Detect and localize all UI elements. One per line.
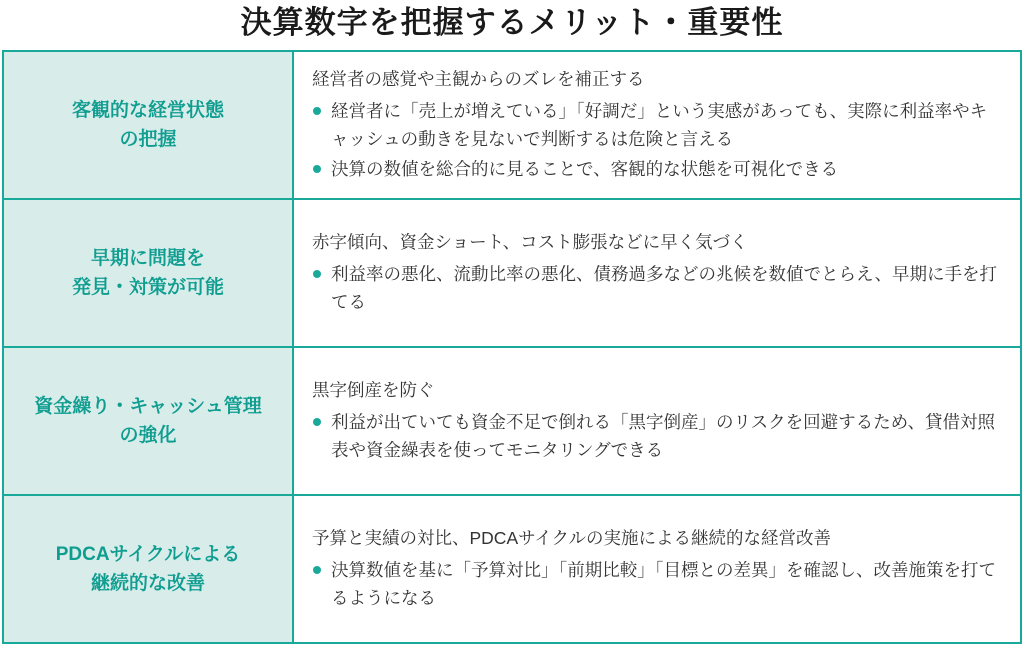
benefits-table	[2, 50, 1022, 644]
list-item	[312, 155, 998, 183]
row-label-line: 発見・対策が可能	[71, 277, 224, 299]
bullet-dot-icon	[313, 566, 321, 574]
row-body	[293, 199, 1021, 347]
row-label-line: の強化	[119, 425, 177, 447]
row-lead-text: 赤字傾向、資金ショート、コスト膨張などに早く気づく	[312, 231, 748, 252]
bullet-dot-icon	[313, 418, 321, 426]
list-item	[312, 556, 998, 612]
row-label-line: PDCAサイクルによる	[55, 543, 241, 565]
row-bullet-list	[312, 408, 998, 464]
row-label-pdca-cycle	[3, 495, 293, 643]
row-bullet-list	[312, 260, 998, 316]
list-item	[312, 260, 998, 316]
list-item-text: 利益が出ていても資金不足で倒れる「黒字倒産」のリスクを回避するため、貸借対照表や資金繰表を使ってモニタリングできる	[331, 411, 995, 460]
row-body	[293, 51, 1021, 199]
row-bullet-list	[312, 556, 998, 612]
row-label-line: 早期に問題を	[90, 247, 205, 269]
row-label-early-problem-detection	[3, 199, 293, 347]
list-item	[312, 97, 998, 153]
list-item-text: 決算の数値を総合的に見ることで、客観的な状態を可視化できる	[331, 158, 839, 179]
bullet-dot-icon	[313, 107, 321, 115]
table-row	[3, 495, 1021, 643]
row-label-line: の把握	[119, 129, 177, 151]
row-lead-text: 予算と実績の対比、PDCAサイクルの実施による継続的な経営改善	[312, 527, 832, 548]
table-row	[3, 199, 1021, 347]
list-item-text: 経営者に「売上が増えている」「好調だ」という実感があっても、実際に利益率やキャッシュの動きを見ないで判断するは危険と言える	[331, 100, 988, 149]
row-label-objective-management	[3, 51, 293, 199]
row-bullet-list	[312, 97, 998, 183]
row-label-cash-management	[3, 347, 293, 495]
row-lead-text: 経営者の感覚や主観からのズレを補正する	[312, 68, 645, 89]
row-body	[293, 347, 1021, 495]
row-body	[293, 495, 1021, 643]
row-label-line: 客観的な経営状態	[71, 99, 224, 121]
row-lead-text: 黒字倒産を防ぐ	[312, 379, 435, 400]
list-item-text: 決算数値を基に「予算対比」「前期比較」「目標との差異」を確認し、改善施策を打てるようになる	[331, 559, 996, 608]
list-item-text: 利益率の悪化、流動比率の悪化、債務過多などの兆候を数値でとらえ、早期に手を打てる	[331, 263, 998, 312]
page-title: 決算数字を把握するメリット・重要性	[240, 5, 784, 40]
table-row	[3, 347, 1021, 495]
bullet-dot-icon	[313, 165, 321, 173]
row-label-line: 資金繰り・キャッシュ管理	[34, 395, 262, 417]
bullet-dot-icon	[313, 270, 321, 278]
row-label-line: 継続的な改善	[90, 573, 205, 595]
list-item	[312, 408, 998, 464]
table-row	[3, 51, 1021, 199]
